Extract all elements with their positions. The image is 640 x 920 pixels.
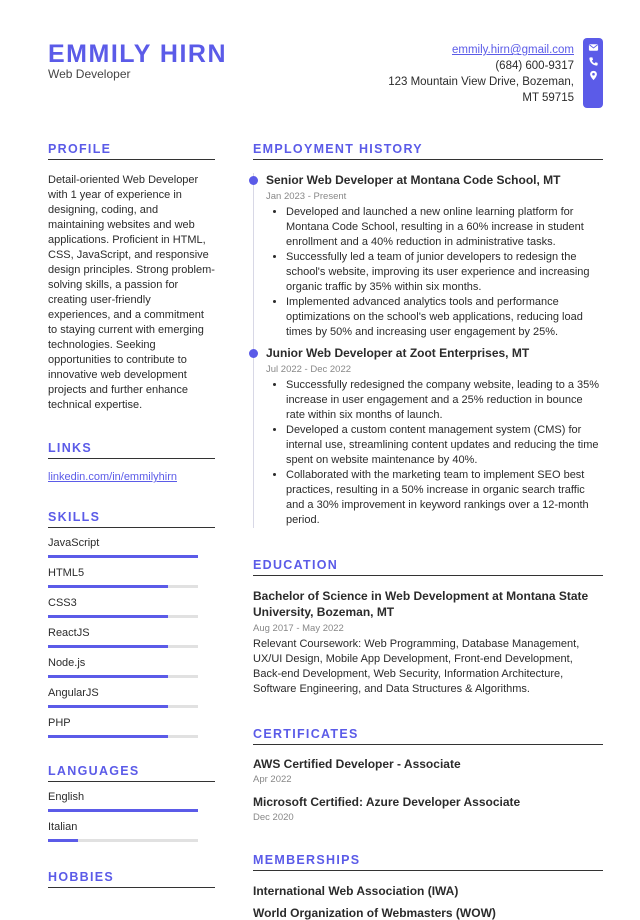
language-level-bar: [48, 839, 198, 842]
job-entry: [253, 173, 603, 340]
skill-name: PHP: [48, 717, 71, 729]
skill-item: [48, 657, 215, 678]
contact-block: [374, 42, 574, 106]
education-entry: [253, 588, 603, 697]
skill-level-bar: [48, 735, 198, 738]
profile-text: Detail-oriented Web Developer with 1 year of experience in designing, coding, and maintaining websites and web applications. Proficient in HTML, CSS, JavaScript, and responsive design principles. Strong problem-solving skills, a passion for creating user-friendly experiences, and a commitment to staying current with emerging technologies. Seeking opportunities to contribute to innovative web development projects and further enhance technical expertise.: [48, 174, 215, 411]
job-bullets: [266, 378, 603, 528]
job-bullet: • Developed and launched a new online learning platform for Montana Code School, resulting in a 60% increase in student enrollment and a 40% reduction in administrative tasks.: [286, 205, 603, 250]
language-level-fill: [48, 809, 198, 812]
languages-list: [48, 791, 215, 842]
skill-item: [48, 687, 215, 708]
location-pin-icon: [588, 70, 599, 81]
skill-name: Node.js: [48, 657, 86, 669]
candidate-name: EMMILY HIRN: [48, 40, 228, 68]
certificate-title: Microsoft Certified: Azure Developer Associate: [253, 795, 521, 809]
certificate-entry: [253, 795, 603, 823]
skill-name: JavaScript: [48, 537, 100, 549]
skills-list: [48, 537, 215, 738]
skill-item: [48, 597, 215, 618]
languages-heading: LANGUAGES: [48, 764, 215, 782]
job-bullet: • Successfully led a team of junior developers to redesign the school's website, improving its user experience and increasing organic traffic by 35% within six months.: [286, 250, 603, 295]
skill-level-fill: [48, 615, 168, 618]
right-column: [253, 142, 603, 920]
job-title: Senior Web Developer at Montana Code School, MT: [266, 173, 561, 187]
skill-level-fill: [48, 585, 168, 588]
skill-level-fill: [48, 555, 198, 558]
job-bullets: [266, 205, 603, 340]
skill-name: AngularJS: [48, 687, 99, 699]
candidate-role: Web Developer: [48, 67, 131, 81]
education-title: Bachelor of Science in Web Development at Montana State University, Bozeman, MT: [253, 589, 589, 619]
skill-level-fill: [48, 735, 168, 738]
language-level-fill: [48, 839, 78, 842]
job-date: Jan 2023 - Present: [266, 191, 347, 202]
skill-name: ReactJS: [48, 627, 90, 639]
job-date: Jul 2022 - Dec 2022: [266, 364, 352, 375]
membership-item: International Web Association (IWA): [253, 884, 459, 898]
skill-level-bar: [48, 705, 198, 708]
job-bullet: • Successfully redesigned the company website, leading to a 35% increase in user engagement and a 25% reduction in bounce rate within six months of launch.: [286, 378, 603, 423]
skill-level-fill: [48, 675, 168, 678]
skill-item: [48, 717, 215, 738]
language-name: Italian: [48, 821, 78, 833]
skill-item: [48, 567, 215, 588]
skill-item: [48, 627, 215, 648]
phone-text: (684) 600-9317: [495, 60, 574, 72]
phone-icon: [588, 56, 599, 67]
job-bullet: • Collaborated with the marketing team to implement SEO best practices, resulting in a 50% increase in organic search traffic and a 30% improvement in keyword rankings over a 12-month period.: [286, 468, 603, 528]
skill-level-bar: [48, 585, 198, 588]
job-bullet: • Developed a custom content management system (CMS) for internal use, streamlining content updates and reducing the time spent on website maintenance by 40%.: [286, 423, 603, 468]
links-heading: LINKS: [48, 441, 215, 459]
envelope-icon: [588, 42, 599, 53]
hobbies-heading: HOBBIES: [48, 870, 215, 888]
certificate-date: Dec 2020: [253, 812, 294, 823]
skill-level-bar: [48, 645, 198, 648]
skill-name: CSS3: [48, 597, 77, 609]
profile-heading: PROFILE: [48, 142, 215, 160]
left-column: [48, 142, 215, 888]
skill-name: HTML5: [48, 567, 85, 579]
language-item: [48, 791, 215, 812]
skill-level-fill: [48, 705, 168, 708]
education-heading: EDUCATION: [253, 558, 603, 576]
language-level-bar: [48, 809, 198, 812]
skill-item: [48, 537, 215, 558]
timeline-dot: [249, 176, 258, 185]
education-date: Aug 2017 - May 2022: [253, 623, 344, 634]
skills-heading: SKILLS: [48, 510, 215, 528]
language-item: [48, 821, 215, 842]
certificate-entry: [253, 757, 603, 785]
language-name: English: [48, 791, 85, 803]
employment-heading: EMPLOYMENT HISTORY: [253, 142, 603, 160]
certificate-date: Apr 2022: [253, 774, 292, 785]
education-description: Relevant Coursework: Web Programming, Database Management, UX/UI Design, Mobile App Development, Front-end Development, Back-end Development, Web Security, Information Architecture, Software Engineering, and Data Structures & Algorithms.: [253, 638, 580, 695]
memberships-heading: MEMBERSHIPS: [253, 853, 603, 871]
certificates-heading: CERTIFICATES: [253, 727, 603, 745]
timeline-dot: [249, 349, 258, 358]
contact-icon-bar: [583, 38, 603, 108]
job-bullet: • Implemented advanced analytics tools and performance optimizations on the school's web applications, reducing load times by 50% and increasing user engagement by 25%.: [286, 295, 603, 340]
skill-level-fill: [48, 645, 168, 648]
address-text: 123 Mountain View Drive, Bozeman, MT 59715: [388, 76, 574, 104]
job-title: Junior Web Developer at Zoot Enterprises, MT: [266, 346, 530, 360]
job-entry: [253, 340, 603, 528]
skill-level-bar: [48, 555, 198, 558]
linkedin-link[interactable]: linkedin.com/in/emmilyhirn: [48, 471, 177, 483]
membership-item: World Organization of Webmasters (WOW): [253, 906, 496, 920]
certificate-title: AWS Certified Developer - Associate: [253, 757, 461, 771]
email-link[interactable]: emmily.hirn@gmail.com: [451, 44, 574, 56]
skill-level-bar: [48, 675, 198, 678]
skill-level-bar: [48, 615, 198, 618]
